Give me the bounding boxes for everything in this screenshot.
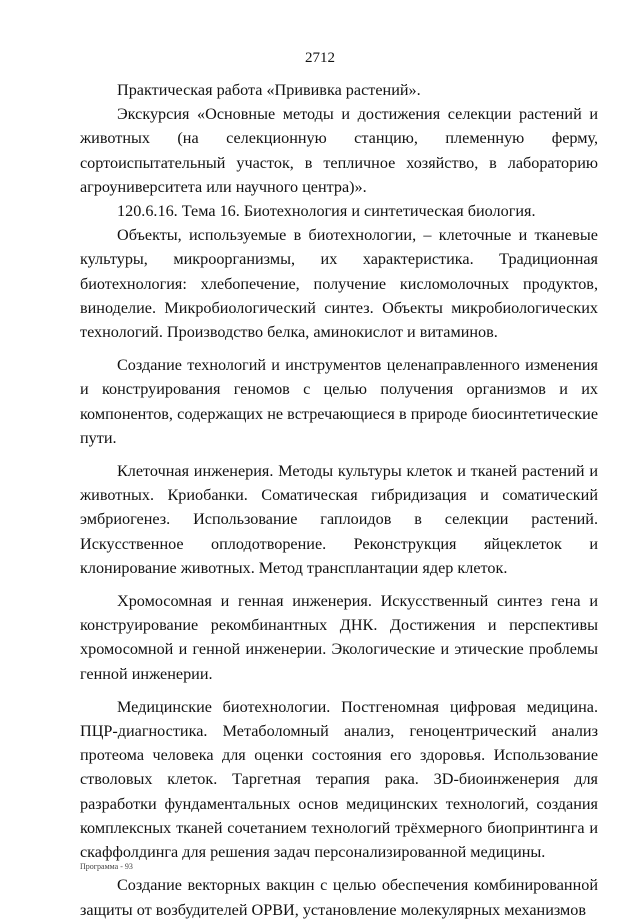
paragraph-vector-vaccines: Создание векторных вакцин с целью обеспечения комбинированной защиты от возбудителей ОРВИ, установление молекулярных механизмов [80,876,598,919]
document-body [80,78,598,922]
paragraph-topic-heading: 120.6.16. Тема 16. Биотехнология и синтетическая биология. [117,202,536,221]
paragraph-genome-engineering: Создание технологий и инструментов целенаправленного изменения и конструирования геномов с целью получения организмов и их компонентов, содержащих не встречающиеся в природе биосинтетические пути. [80,356,598,447]
page-number: 2712 [305,50,335,66]
paragraph-practical-work: Практическая работа «Прививка растений». [117,81,421,99]
footer-label: Программа - 93 [80,862,133,871]
paragraph-chromosome-gene-engineering: Хромосомная и генная инженерия. Искусственный синтез гена и конструирование рекомбинантных ДНК. Достижения и перспективы хромосомной и генной инженерии. Экологические и этические проблемы генной инженерии. [80,592,598,683]
paragraph-excursion: Экскурсия «Основные методы и достижения селекции растений и животных (на селекционную станцию, племенную ферму, сортоиспытательный участок, в тепличное хозяйство, в лабораторию агроуниверситета или научного центра)». [80,105,598,196]
paragraph-biotech-objects: Объекты, используемые в биотехнологии, – клеточные и тканевые культуры, микроорганизмы, их характеристика. Традиционная биотехнология: хлебопечение, получение кисломолочных продуктов, виноделие. Микробиологический синтез. Объекты микробиологических технологий. Производство белка, аминокислот и витаминов. [80,226,598,342]
paragraph-medical-biotech: Медицинские биотехнологии. Постгеномная цифровая медицина. ПЦР-диагностика. Метаболомный анализ, геноцентрический анализ протеома человека для оценки состояния его здоровья. Использование стволовых клеток. Таргетная терапия рака. 3D-биоинженерия для разработки фундаментальных основ медицинских технологий, создания комплексных тканей сочетанием технологий трёхмерного биопринтинга и скаффолдинга для решения задач персонализированной медицины. [80,697,598,862]
paragraph-cell-engineering: Клеточная инженерия. Методы культуры клеток и тканей растений и животных. Криобанки. Соматическая гибридизация и соматический эмбриогенез. Использование гаплоидов в селекции растений. Искусственное оплодотворение. Реконструкция яйцеклеток и клонирование животных. Метод трансплантации ядер клеток. [80,462,598,577]
